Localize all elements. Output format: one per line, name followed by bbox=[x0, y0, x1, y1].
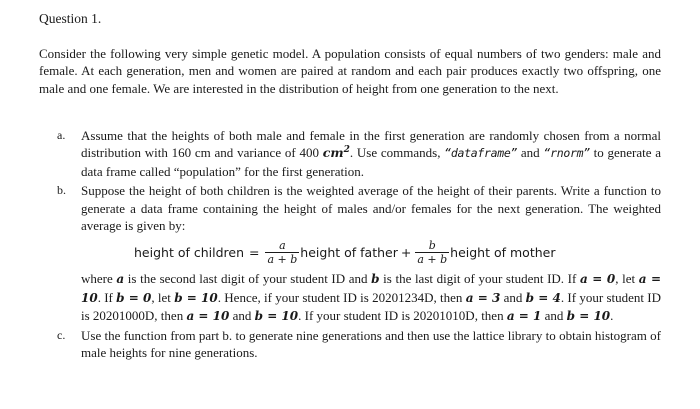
math-expr: b = 10 bbox=[566, 309, 611, 324]
list-item-part-a bbox=[57, 127, 661, 180]
part-b-text-1: Suppose the height of both children is the weighted average of the height of their parents. Write a function to generate a data frame containing the height of males and/or females for the next generation. The weighted average is given by: bbox=[81, 183, 661, 234]
text-segment: is the second last digit of your student ID and bbox=[127, 271, 368, 287]
fraction-2-numerator: b bbox=[428, 239, 436, 253]
weighted-average-formula bbox=[81, 235, 661, 270]
formula-equals: = bbox=[249, 245, 260, 261]
text-segment: . If your student ID is 20201010D, then bbox=[298, 308, 504, 324]
fraction-b-over-sum bbox=[415, 239, 449, 266]
part-a-text-4: to generate a data frame called “population” for the first generation. bbox=[81, 145, 662, 179]
list-item-part-c bbox=[57, 327, 661, 362]
text-segment: and bbox=[503, 289, 523, 305]
formula-term-mother: height of mother bbox=[450, 245, 556, 261]
math-var-a: a bbox=[116, 272, 125, 287]
code-dataframe: “dataframe” bbox=[444, 146, 518, 161]
text-segment: and bbox=[232, 308, 252, 324]
intro-paragraph: Consider the following very simple genetic model. A population consists of equal numbers of two genders: male and female. At each generation, men and women are paired at random and each pair produces exactly two offspring, one male and one female. We are interested in the distribution of height from one generation to the next. bbox=[39, 46, 661, 96]
text-segment: . Hence, if your student ID is 20201234D, then bbox=[217, 289, 463, 305]
text-segment: where bbox=[81, 271, 113, 287]
question-parts-list bbox=[57, 127, 661, 361]
math-expr: b = 10 bbox=[254, 309, 299, 324]
unit-base: cm bbox=[322, 145, 344, 161]
text-segment: and bbox=[544, 308, 564, 324]
math-expr: b = 0 bbox=[116, 290, 152, 305]
text-segment: is the last digit of your student ID. If bbox=[383, 271, 577, 287]
code-rnorm: “rnorm” bbox=[543, 146, 590, 161]
text-segment: . bbox=[610, 308, 614, 324]
math-expr: a = 10 bbox=[81, 272, 662, 305]
unit-exponent: 2 bbox=[343, 145, 350, 156]
math-expr: b = 10 bbox=[174, 290, 218, 305]
text-segment: , let bbox=[615, 271, 636, 287]
fraction-a-over-sum bbox=[265, 239, 299, 266]
part-a-marker: a. bbox=[57, 128, 66, 142]
part-b-explanation bbox=[81, 270, 661, 325]
formula-lhs: height of children bbox=[134, 245, 244, 261]
fraction-1-denominator: a + b bbox=[267, 253, 298, 267]
fraction-2-denominator: a + b bbox=[417, 253, 448, 267]
unit-cm-squared bbox=[323, 145, 350, 160]
part-b-marker: b. bbox=[57, 183, 66, 198]
math-var-b: b bbox=[371, 272, 380, 287]
part-a-text-1: Assume that the heights of both male and female in the first generation are randomly chosen from a normal distribution with 160 cm and variance of 400 bbox=[81, 128, 661, 161]
formula-term-father: height of father bbox=[300, 245, 398, 261]
math-expr: a = 10 bbox=[186, 309, 230, 324]
part-a-text-2: . Use commands, bbox=[349, 145, 441, 161]
math-expr: a = 3 bbox=[465, 290, 501, 305]
part-a-text-3: and bbox=[520, 145, 540, 161]
math-expr: a = 0 bbox=[579, 272, 616, 287]
question-title: Question 1. bbox=[39, 11, 102, 26]
text-segment: , let bbox=[151, 289, 171, 305]
math-expr: b = 4 bbox=[525, 290, 561, 305]
part-c-text: Use the function from part b. to generate nine generations and then use the lattice library to obtain histogram of male heights for nine generations. bbox=[81, 327, 661, 361]
formula-plus: + bbox=[400, 245, 412, 261]
list-item-part-b bbox=[57, 182, 661, 325]
math-expr: a = 1 bbox=[506, 309, 542, 324]
part-c-marker: c. bbox=[57, 327, 66, 342]
fraction-1-numerator: a bbox=[279, 239, 286, 253]
text-segment: . If bbox=[97, 289, 113, 305]
text-segment: . If your student ID is 20201000D, then bbox=[81, 289, 661, 324]
